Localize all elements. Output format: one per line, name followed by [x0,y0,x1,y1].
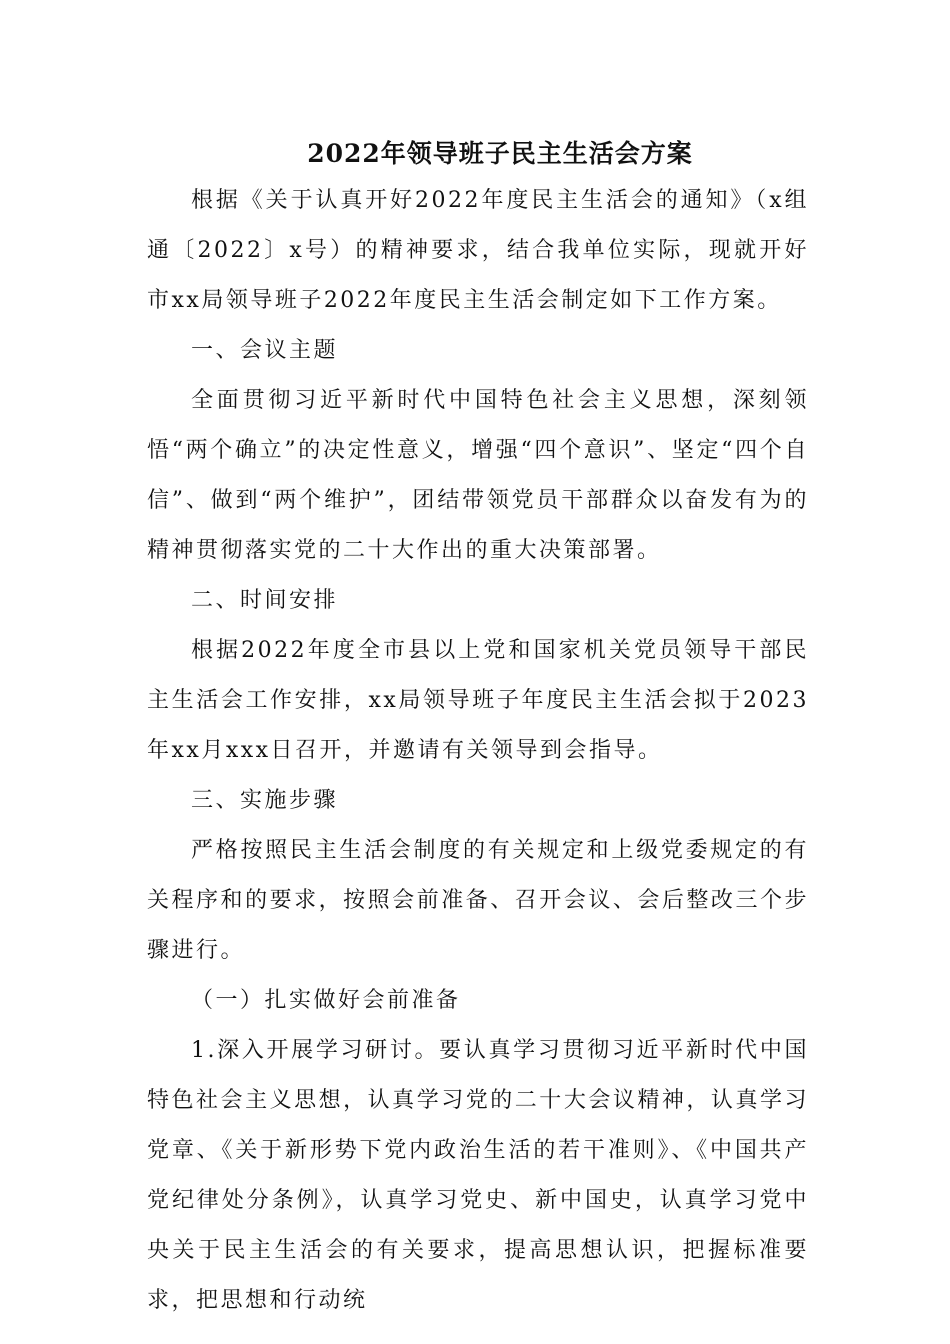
study-item-paragraph: 1.深入开展学习研讨。要认真学习贯彻习近平新时代中国特色社会主义思想，认真学习党的二十大会议精神，认真学习党章、《关于新形势下党内政治生活的若干准则》、《中国共产党纪律处分条例》，认真学习党史、新中国史，认真学习党中央关于民主生活会的有关要求，提高思想认识，把握标准要求，把思想和行动统 [147,1038,809,1313]
implementation-steps-paragraph: 严格按照民主生活会制度的有关规定和上级党委规定的有关程序和的要求，按照会前准备、召开会议、会后整改三个步骤进行。 [147,838,809,963]
schedule-paragraph: 根据2022年度全市县以上党和国家机关党员领导干部民主生活会工作安排，xx局领导班子年度民主生活会拟于2023年xx月xxx日召开，并邀请有关领导到会指导。 [147,638,809,763]
meeting-theme-paragraph: 全面贯彻习近平新时代中国特色社会主义思想，深刻领悟“两个确立”的决定性意义，增强“四个意识”、坚定“四个自信”、做到“两个维护”，团结带领党员干部群众以奋发有为的精神贯彻落实党的二十大作出的重大决策部署。 [147,388,809,563]
document-title: 2022年领导班子民主生活会方案 [307,139,693,168]
section-heading-meeting-theme: 一、会议主题 [191,338,339,363]
section-heading-schedule: 二、时间安排 [191,588,339,613]
subsection-heading-preparation: （一）扎实做好会前准备 [191,988,461,1013]
intro-paragraph: 根据《关于认真开好2022年度民主生活会的通知》（x组通〔2022〕x号）的精神要求，结合我单位实际，现就开好市xx局领导班子2022年度民主生活会制定如下工作方案。 [147,188,809,313]
document-body [147,176,809,1326]
section-heading-implementation-steps: 三、实施步骤 [191,788,339,813]
